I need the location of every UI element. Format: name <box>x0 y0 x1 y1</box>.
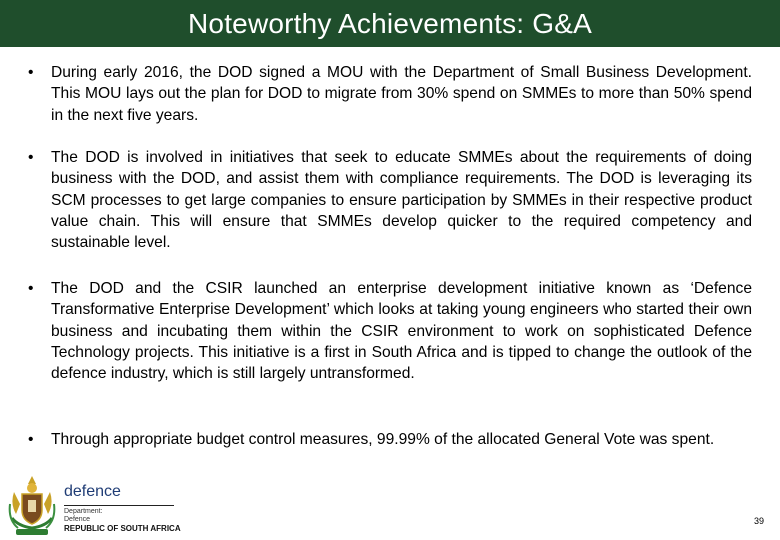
department-label <box>64 508 103 524</box>
department-logo <box>6 474 186 538</box>
bullet-text: The DOD is involved in initiatives that seek to educate SMMEs about the requirements of doing business with the DOD, and assist them with compliance requirements. The DOD is leveraging its SCM processes to get large companies to ensure participation by SMMEs in their respective product value chain. This will ensure that SMMEs develop quicker to the required competency and sustainable level. <box>51 149 752 252</box>
title-bar <box>0 0 780 47</box>
bullet-marker: • <box>28 64 34 81</box>
list-item <box>28 278 752 384</box>
list-item <box>28 62 752 126</box>
page-title: Noteworthy Achievements: G&A <box>188 7 592 39</box>
bullet-text: Through appropriate budget control measures, 99.99% of the allocated General Vote was spent. <box>51 431 715 448</box>
department-line-1: Department: <box>64 508 103 515</box>
list-item <box>28 429 752 450</box>
bullet-marker: • <box>28 431 34 448</box>
bullet-text: The DOD and the CSIR launched an enterprise development initiative known as ‘Defence Transformative Enterprise Development’ which looks at taking young engineers who started their own business and incubating them within the CSIR environment to work on sophisticated Defence Technology projects. This initiative is a first in South Africa and is tipped to change the outlook of the defence industry, which is still largely untransformed. <box>51 280 752 383</box>
list-item <box>28 147 752 253</box>
country-label: REPUBLIC OF SOUTH AFRICA <box>64 524 181 533</box>
bullet-marker: • <box>28 280 34 297</box>
bullet-marker: • <box>28 149 34 166</box>
logo-wordmark: defence <box>64 483 121 500</box>
department-line-2: Defence <box>64 516 91 523</box>
logo-divider <box>64 505 174 506</box>
bullet-text: During early 2016, the DOD signed a MOU with the Department of Small Business Development. This MOU lays out the plan for DOD to migrate from 30% spend on SMMEs to more than 50% spend in the next five years. <box>51 64 752 124</box>
page-number: 39 <box>753 516 764 526</box>
coat-of-arms-icon <box>6 474 58 538</box>
